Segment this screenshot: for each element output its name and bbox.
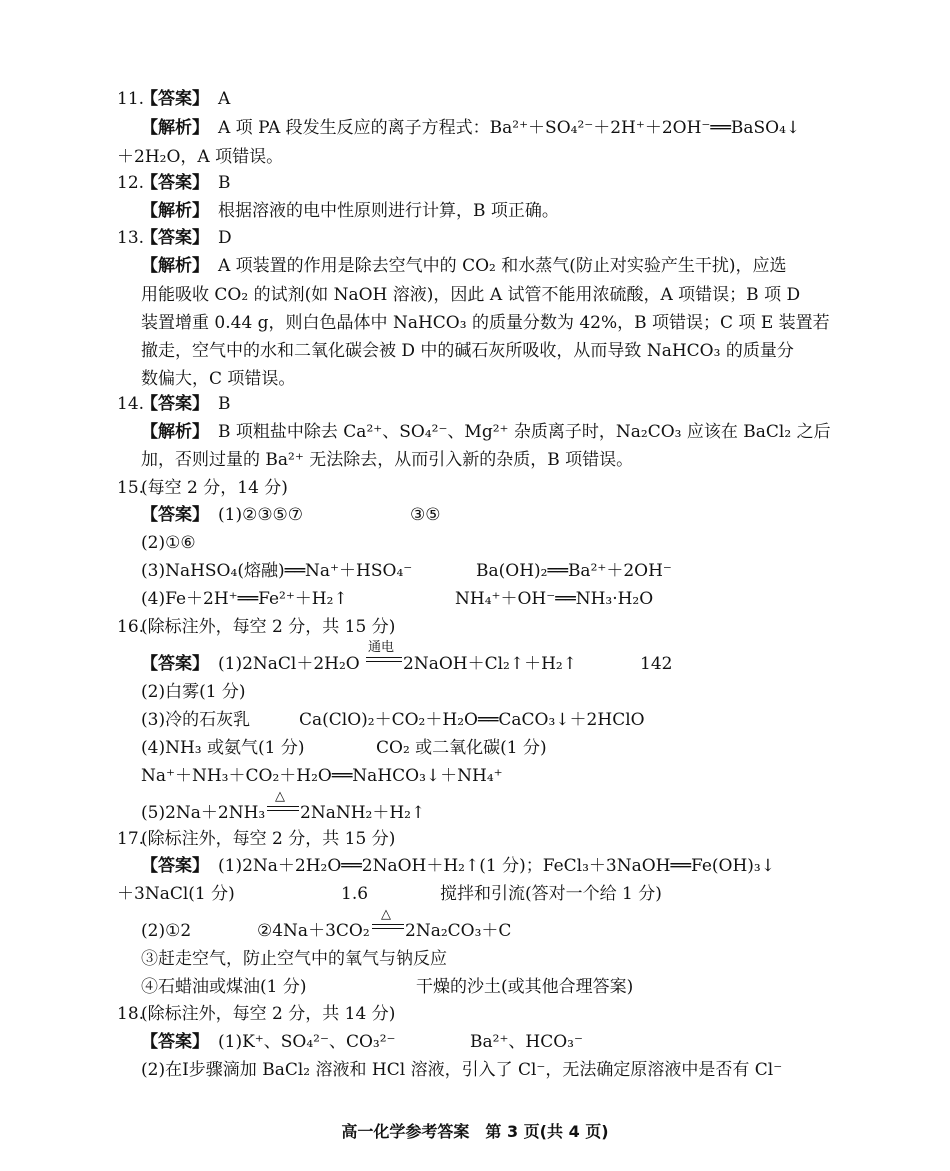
q13-analysis-3: 装置增重 0.44 g，则白色晶体中 NaHCO₃ 的质量分数为 42%，B 项错误；C 项 E 装置若 <box>141 313 830 333</box>
q18-part-2: (2)在Ⅰ步骤滴加 BaCl₂ 溶液和 HCl 溶液，引入了 Cl⁻，无法确定原溶液中是否有 Cl⁻ <box>141 1060 783 1080</box>
q15-part-2: (2)①⑥ <box>141 533 196 553</box>
q14-analysis-tag: 【解析】 <box>141 422 209 442</box>
q18-number: 18. <box>117 1004 145 1024</box>
q16-cond-electrolysis: 通电 <box>368 640 395 655</box>
q13-number: 13. <box>117 228 145 248</box>
q17-part-1b: ＋3NaCl(1 分) <box>117 884 235 904</box>
q16-part-4a: (4)NH₃ 或氨气(1 分) <box>141 738 305 758</box>
q14-analysis-1: B 项粗盐中除去 Ca²⁺、SO₄²⁻、Mg²⁺ 杂质离子时，Na₂CO₃ 应该在 BaCl₂ 之后 <box>218 422 831 442</box>
q15-answer-tag: 【答案】 <box>141 505 209 525</box>
q17-part-1a: (1)2Na＋2H₂O══2NaOH＋H₂↑(1 分)；FeCl₃＋3NaOH══Fe(OH)₃↓ <box>218 856 775 876</box>
q14-number: 14. <box>117 394 145 414</box>
q17-part-2a: (2)①2 <box>141 921 192 941</box>
q17-cond-heat: △ <box>381 907 391 922</box>
q16-part-4c: Na⁺＋NH₃＋CO₂＋H₂O══NaHCO₃↓＋NH₄⁺ <box>141 766 503 786</box>
q11-number: 11. <box>117 89 145 109</box>
q12-number: 12. <box>117 173 145 193</box>
q15-number: 15. <box>117 478 145 498</box>
q17-part-1c: 1.6 <box>341 884 369 904</box>
q12-answer: B <box>218 173 231 193</box>
q15-part-4a: (4)Fe＋2H⁺══Fe²⁺＋H₂↑ <box>141 589 348 609</box>
q18-part-1b: Ba²⁺、HCO₃⁻ <box>470 1032 583 1052</box>
q17-part-2c: ③赶走空气，防止空气中的氧气与钠反应 <box>141 949 447 969</box>
q16-part-5-left: (5)2Na＋2NH₃ <box>141 803 266 823</box>
q11-analysis-tag: 【解析】 <box>141 118 209 138</box>
q17-part-2b-left: ②4Na＋3CO₂ <box>257 921 370 941</box>
q16-answer-tag: 【答案】 <box>141 654 209 674</box>
q16-part-2: (2)白雾(1 分) <box>141 682 246 702</box>
q16-part-4b: CO₂ 或二氧化碳(1 分) <box>376 738 547 758</box>
q11-analysis-2: ＋2H₂O，A 项错误。 <box>117 147 284 167</box>
q13-analysis-4: 撤走，空气中的水和二氧化碳会被 D 中的碱石灰所吸收，从而导致 NaHCO₃ 的质量分 <box>141 341 794 361</box>
q13-analysis-1: A 项装置的作用是除去空气中的 CO₂ 和水蒸气(防止对实验产生干扰)，应选 <box>218 256 787 276</box>
q13-answer: D <box>218 228 232 248</box>
q14-analysis-2: 加，否则过量的 Ba²⁺ 无法除去，从而引入新的杂质，B 项错误。 <box>141 450 634 470</box>
q13-analysis-2: 用能吸收 CO₂ 的试剂(如 NaOH 溶液)，因此 A 试管不能用浓硫酸，A 项错误；B 项 D <box>141 285 801 305</box>
q17-part-1d: 搅拌和引流(答对一个给 1 分) <box>440 884 662 904</box>
q18-answer-tag: 【答案】 <box>141 1032 209 1052</box>
q13-answer-tag: 【答案】 <box>141 228 209 248</box>
q13-analysis-tag: 【解析】 <box>141 256 209 276</box>
q17-part-2e: 干燥的沙土(或其他合理答案) <box>416 977 634 997</box>
q18-header: (除标注外，每空 2 分，共 14 分) <box>141 1004 396 1024</box>
q17-eq-sign-2 <box>372 924 404 929</box>
q16-cond-heat: △ <box>275 789 285 804</box>
q16-part-3b: Ca(ClO)₂＋CO₂＋H₂O══CaCO₃↓＋2HClO <box>299 710 645 730</box>
q14-answer: B <box>218 394 231 414</box>
q17-part-2b-right: 2Na₂CO₃＋C <box>405 921 512 941</box>
page-footer: 高一化学参考答案 第 3 页(共 4 页) <box>341 1122 609 1141</box>
q12-answer-tag: 【答案】 <box>141 173 209 193</box>
q16-number: 16. <box>117 617 145 637</box>
q15-part-4b: NH₄⁺＋OH⁻══NH₃·H₂O <box>455 589 654 609</box>
q16-part-1b: 142 <box>640 654 673 674</box>
q16-part-1a-right: 2NaOH＋Cl₂↑＋H₂↑ <box>403 654 577 674</box>
q16-part-1a-left: (1)2NaCl＋2H₂O <box>218 654 360 674</box>
q16-part-5-right: 2NaNH₂＋H₂↑ <box>300 803 426 823</box>
q13-analysis-5: 数偏大，C 项错误。 <box>141 369 296 389</box>
q16-part-3a: (3)冷的石灰乳 <box>141 710 251 730</box>
q18-part-1a: (1)K⁺、SO₄²⁻、CO₃²⁻ <box>218 1032 396 1052</box>
q11-answer: A <box>218 89 231 109</box>
q12-analysis-tag: 【解析】 <box>141 201 209 221</box>
q17-answer-tag: 【答案】 <box>141 856 209 876</box>
q16-header: (除标注外，每空 2 分，共 15 分) <box>141 617 396 637</box>
q17-part-2d: ④石蜡油或煤油(1 分) <box>141 977 307 997</box>
q17-header: (除标注外，每空 2 分，共 15 分) <box>141 829 396 849</box>
q15-part-1b: ③⑤ <box>410 505 441 525</box>
q15-header: (每空 2 分，14 分) <box>141 478 288 498</box>
q11-analysis-1: A 项 PA 段发生反应的离子方程式：Ba²⁺＋SO₄²⁻＋2H⁺＋2OH⁻══BaSO₄↓ <box>218 118 801 138</box>
q11-answer-tag: 【答案】 <box>141 89 209 109</box>
q12-analysis-1: 根据溶液的电中性原则进行计算，B 项正确。 <box>218 201 559 221</box>
q16-eq-sign-1 <box>366 657 402 662</box>
q17-number: 17. <box>117 829 145 849</box>
q14-answer-tag: 【答案】 <box>141 394 209 414</box>
q16-eq-sign-5 <box>267 806 299 811</box>
q15-part-1a: (1)②③⑤⑦ <box>218 505 304 525</box>
q15-part-3a: (3)NaHSO₄(熔融)══Na⁺＋HSO₄⁻ <box>141 561 413 581</box>
q15-part-3b: Ba(OH)₂══Ba²⁺＋2OH⁻ <box>476 561 672 581</box>
